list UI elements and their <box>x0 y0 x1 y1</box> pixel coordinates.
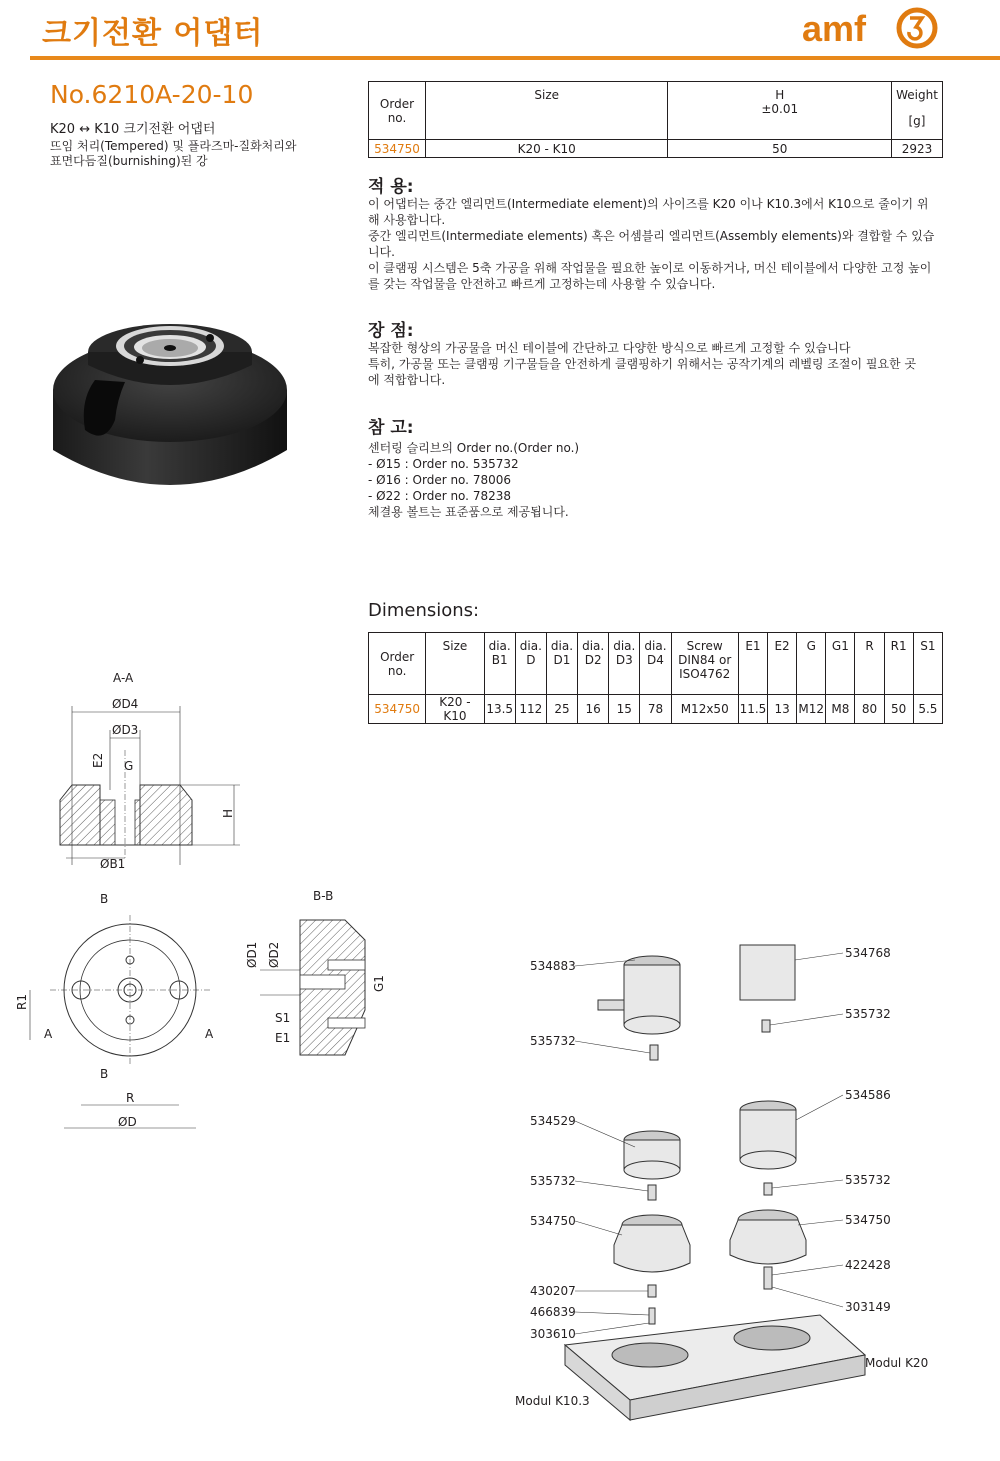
dim-cell: K20 - K10 <box>426 695 484 724</box>
dim-cell: 13 <box>768 695 797 724</box>
dim-header: E1 <box>738 633 767 695</box>
application-title: 적 용: <box>368 177 414 197</box>
part-label: 430207 <box>530 1284 576 1298</box>
product-description <box>50 122 340 169</box>
weight-cell: 2923 <box>892 140 943 158</box>
dim-cell: 5.5 <box>913 695 942 724</box>
dim-header: R1 <box>884 633 913 695</box>
h-cell: 50 <box>668 140 892 158</box>
product-number: No.6210A-20-10 <box>50 80 254 109</box>
section-aa-label: A-A <box>113 671 134 685</box>
dim-header: dia. B1 <box>484 633 515 695</box>
b-label: B <box>100 1067 109 1081</box>
dim-header: dia. D4 <box>640 633 671 695</box>
weight-header: Weight [g] <box>892 82 943 140</box>
dim-header: G <box>797 633 826 695</box>
e1-label: E1 <box>275 1031 291 1045</box>
amf-logo <box>800 6 945 54</box>
part-label: 535732 <box>530 1174 576 1188</box>
d-label: ØD <box>118 1115 137 1129</box>
part-label: 534586 <box>845 1088 891 1102</box>
part-label: 303149 <box>845 1300 891 1314</box>
modul-k103-label: Modul K10.3 <box>515 1394 590 1408</box>
product-photo <box>45 320 295 504</box>
dim-header: dia. D1 <box>546 633 577 695</box>
part-label: 535732 <box>530 1034 576 1048</box>
dim-cell: 16 <box>578 695 609 724</box>
dim-header: Size <box>426 633 484 695</box>
d4-label: ØD4 <box>112 697 139 711</box>
dim-header: dia. D3 <box>609 633 640 695</box>
dim-header: E2 <box>768 633 797 695</box>
advantages-title: 장 점: <box>368 321 414 341</box>
application-text: 이 어댑터는 중간 엘리먼트(Intermediate element)의 사이즈를 K20 이나 K10.3에서 K10으로 줄이기 위 해 사용합니다. 중간 엘리먼트(Intermediate elements) 혹은 어셈블리 엘리먼트(Assembly elements)와 결합할 수 있습 니다. 이 클램핑 시스템은 5축 가공을 위해 작업물을 필요한 높이로 이동하거나, 머신 테이블에서 다양한 고정 높이 를 갖는 작업물을 안전하고 빠르게 고정하는데 사용할 수 있습니다. <box>368 197 935 291</box>
dim-header: G1 <box>826 633 855 695</box>
part-label: 466839 <box>530 1305 576 1319</box>
dim-cell: 15 <box>609 695 640 724</box>
a-label: A <box>44 1027 53 1041</box>
dimensions-title: Dimensions: <box>368 600 480 621</box>
dim-cell: 534750 <box>369 695 426 724</box>
d2-label: ØD2 <box>267 941 281 968</box>
dim-cell: M12x50 <box>671 695 738 724</box>
b-label: B <box>100 892 109 906</box>
part-label: 535732 <box>845 1173 891 1187</box>
r-label: R <box>126 1091 135 1105</box>
a-label: A <box>205 1027 214 1041</box>
part-label: 534768 <box>845 946 891 960</box>
modul-k20-label: Modul K20 <box>865 1356 929 1370</box>
part-label: 534529 <box>530 1114 576 1128</box>
h-label: H <box>221 808 235 818</box>
dim-header: dia. D2 <box>578 633 609 695</box>
dim-header: Order no. <box>369 633 426 695</box>
r1-label: R1 <box>15 994 29 1010</box>
dim-cell: 78 <box>640 695 671 724</box>
size-cell: K20 - K10 <box>425 140 667 158</box>
svg-text:amf: amf <box>802 8 867 49</box>
dim-cell: M8 <box>826 695 855 724</box>
dimensions-table <box>368 632 943 724</box>
section-bb-label: B-B <box>313 889 334 903</box>
dim-cell: 25 <box>546 695 577 724</box>
assembly-diagram <box>510 885 950 1429</box>
dim-cell: 13.5 <box>484 695 515 724</box>
size-header: Size <box>425 82 667 140</box>
technical-drawings <box>0 650 400 1144</box>
part-label: 303610 <box>530 1327 576 1341</box>
header-divider <box>30 56 1000 60</box>
d3-label: ØD3 <box>112 723 139 737</box>
dim-cell: 50 <box>884 695 913 724</box>
order-header: Order no. <box>369 82 426 140</box>
g-label: G <box>124 759 134 773</box>
part-label: 535732 <box>845 1007 891 1021</box>
notes-title: 참 고: <box>368 418 414 438</box>
order-table <box>368 81 943 158</box>
part-label: 534750 <box>530 1214 576 1228</box>
treatment-line: 뜨임 처리(Tempered) 및 플라즈마-질화처리와 <box>50 139 297 153</box>
dim-cell: 112 <box>515 695 546 724</box>
part-label: 422428 <box>845 1258 891 1272</box>
dim-cell: 80 <box>855 695 884 724</box>
dim-header: R <box>855 633 884 695</box>
e2-label: E2 <box>91 752 105 768</box>
g1-label: G1 <box>372 975 386 992</box>
dim-header: dia. D <box>515 633 546 695</box>
advantages-text: 복잡한 형상의 가공물을 머신 테이블에 간단하고 다양한 방식으로 빠르게 고정할 수 있습니다 특히, 가공물 또는 클램핑 기구물들을 안전하게 클램핑하기 위해서는 공작기계의 레벨링 조절이 필요한 곳 에 적합합니다. <box>368 341 917 387</box>
order-number-cell: 534750 <box>369 140 426 158</box>
dim-header: Screw DIN84 or ISO4762 <box>671 633 738 695</box>
b1-label: ØB1 <box>100 857 126 871</box>
d1-label: ØD1 <box>245 941 259 968</box>
dim-cell: M12 <box>797 695 826 724</box>
product-subtitle: K20 ↔ K10 크기전환 어댑터 <box>50 122 216 137</box>
h-header: H ±0.01 <box>668 82 892 140</box>
dim-cell: 11.5 <box>738 695 767 724</box>
notes-text: 센터링 슬리브의 Order no.(Order no.) - Ø15 : Order no. 535732 - Ø16 : Order no. 78006 - Ø22 : Order no. 78238 체결용 볼트는 표준품으로 제공됩니다. <box>368 441 580 519</box>
dim-header: S1 <box>913 633 942 695</box>
part-label: 534750 <box>845 1213 891 1227</box>
s1-label: S1 <box>275 1011 291 1025</box>
page-title: 크기전환 어댑터 <box>42 16 264 51</box>
treatment-line: 표면다듬질(burnishing)된 강 <box>50 154 208 168</box>
part-label: 534883 <box>530 959 576 973</box>
